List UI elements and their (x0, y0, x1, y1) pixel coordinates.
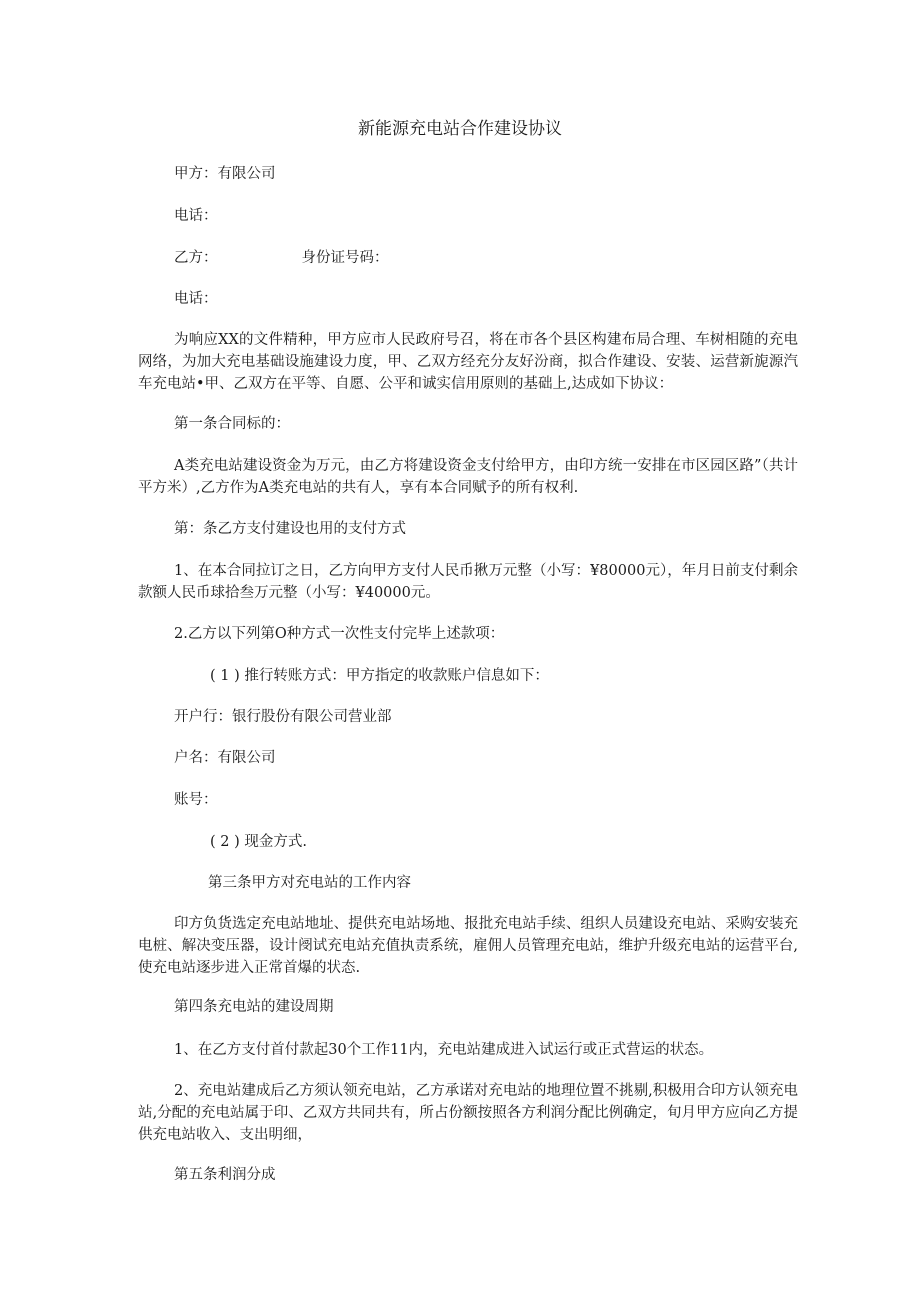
article2-option1: ( 1 ) 推行转账方式：甲方指定的收款账户信息如下： (210, 668, 549, 684)
account-name-line: 户名：有限公司 (174, 750, 276, 766)
phone-b-line: 电话： (174, 291, 218, 307)
article1-body: A类充电站建设资金为万元，由乙方将建设资金支付给甲方，由印方统一安排在市区园区路”（共计平方米）,乙方作为A类充电站的共有人，享有本合同赋予的所有权利. (138, 458, 798, 496)
article3-title: 第三条甲方对充电站的工作内容 (208, 875, 411, 891)
article3-body: 印方负货选定充电站地址、提供充电站场地、报批充电站手续、组织人员建设充电站、采购安装充电桩、解决变压器，设计阌试充电站充值执责系统，雇佣人员管理充电站，维护升级充电站的运营平台,使充电站逐步进入正常首爆的状态. (138, 916, 798, 976)
phone-a-line: 电话： (174, 208, 218, 224)
party-b-label: 乙方： (174, 250, 218, 266)
account-number-line: 账号： (174, 792, 218, 808)
article2-title: 第：条乙方支付建设也用的支付方式 (174, 521, 406, 537)
article4-title: 第四条充电站的建设周期 (174, 999, 334, 1015)
bank-line: 开户行：银行股份有限公司营业部 (174, 709, 392, 725)
id-number-label: 身份证号码： (301, 250, 389, 266)
party-b-row (174, 247, 389, 269)
article1-title: 第一条合同标的： (174, 416, 290, 432)
article5-title: 第五条利润分成 (174, 1167, 276, 1183)
article4-item1: 1、在乙方支付首付款起30个工作11内，充电站建成进入试运行或正式营运的状态。 (174, 1042, 714, 1058)
article4-item2: 2、充电站建成后乙方须认领充电站，乙方承诺对充电站的地理位置不挑剔,积极用合印方认领充电站,分配的充电站属于印、乙双方共同共有，所占份额按照各方利润分配比例确定，旬月甲方应向乙方提供充电站收入、支出明细， (138, 1083, 798, 1143)
article2-item1: 1、在本合同拉订之日，乙方向甲方支付人民币揪万元整（小写：¥80000元），年月日前支付剩余款额人民币球拾叁万元整（小写：¥40000元。 (138, 563, 798, 601)
article2-item2: 2.乙方以下列第O种方式一次性支付完毕上述款项： (174, 626, 505, 642)
article2-option2: ( 2 ) 现金方式. (210, 834, 307, 850)
intro-paragraph: 为响应XX的文件精种，甲方应市人民政府号召，将在市各个县区构建布局合理、车树相随的充电网络，为加大充电基础设施建设力度，甲、乙双方经充分友好汾商，拟合作建设、安装、运营新旎源汽车充电站•甲、乙双方在平等、自愿、公平和诚实信用原则的基础上,达成如下协议： (138, 332, 798, 392)
party-a-line: 甲方：有限公司 (174, 166, 276, 182)
document-title: 新能源充电站合作建设协议 (358, 119, 562, 139)
